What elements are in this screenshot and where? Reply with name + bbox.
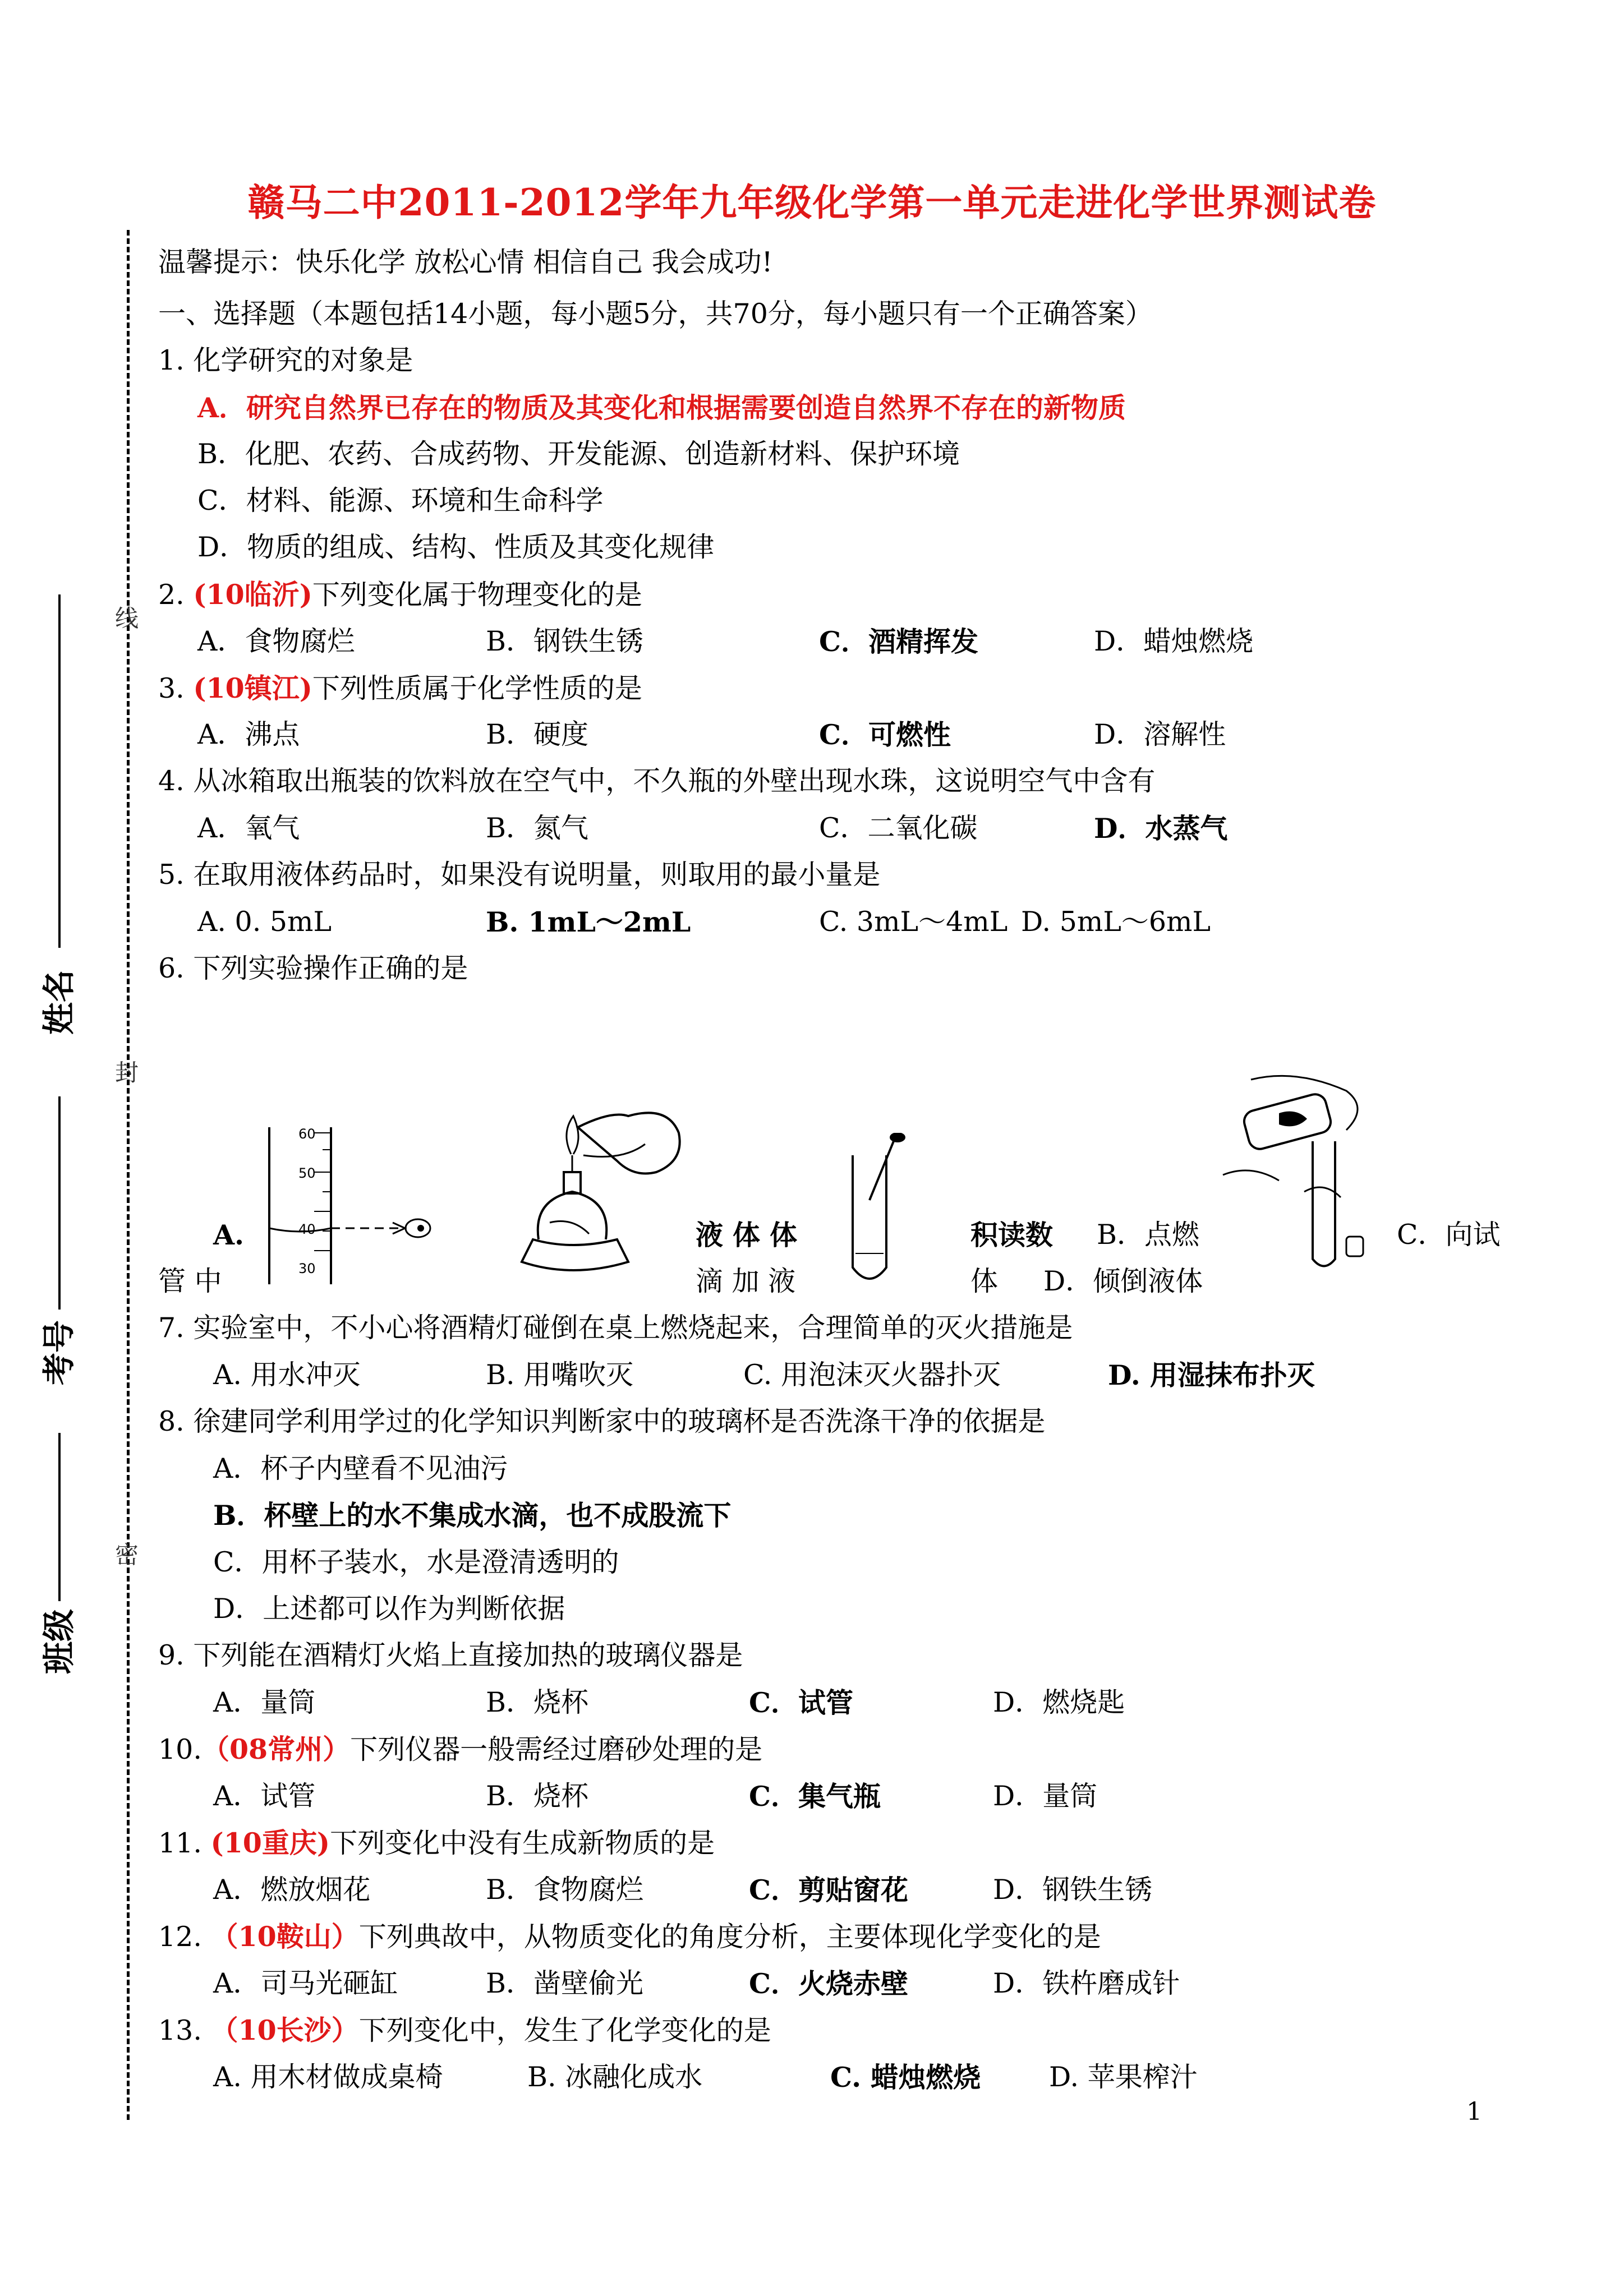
q6-stem: 6. 下列实验操作正确的是: [158, 952, 468, 984]
q12-option-c: C．火烧赤壁: [749, 1967, 908, 2000]
seal-char-mi: 密: [115, 1541, 139, 1569]
q1-option-a: A．研究自然界已存在的物质及其变化和根据需要创造自然界不存在的新物质: [197, 391, 1126, 424]
q3-source: (10镇江): [193, 672, 312, 704]
q13-option-b: B. 冰融化成水: [527, 2061, 703, 2093]
q2-source: (10临沂): [193, 578, 312, 611]
name-blank-line: [58, 594, 61, 948]
q2-num: 2.: [158, 579, 194, 611]
seal-char-feng: 封: [115, 1059, 139, 1086]
q8-option-b: B．杯壁上的水不集成水滴，也不成股流下: [213, 1499, 732, 1532]
q7-option-d: D. 用湿抹布扑灭: [1108, 1359, 1315, 1391]
q3-option-b: B．硬度: [486, 718, 589, 750]
q10-option-d: D．量筒: [993, 1780, 1098, 1812]
q8-option-c: C．用杯子装水，水是澄清透明的: [213, 1546, 619, 1578]
q13-stem: 下列变化中，发生了化学变化的是: [358, 2014, 771, 2046]
name-label: 姓名: [40, 969, 78, 1035]
q13-source: （10长沙）: [210, 2014, 359, 2046]
tip-line: 温馨提示：快乐化学 放松心情 相信自己 我会成功!: [158, 246, 773, 278]
q4-option-a: A．氧气: [197, 812, 300, 844]
tick-30: 30: [298, 1261, 316, 1276]
pouring-liquid-figure: [1206, 1068, 1391, 1276]
q13-option-d: D. 苹果榨汁: [1049, 2061, 1198, 2093]
q2-option-d: D．蜡烛燃烧: [1094, 625, 1254, 657]
q3-option-d: D．溶解性: [1094, 718, 1226, 750]
q10-option-c: C．集气瓶: [749, 1780, 881, 1813]
q13-num: 13.: [158, 2014, 211, 2046]
q10-stem: 下列仪器一般需经过磨砂处理的是: [350, 1733, 763, 1765]
q3-option-a: A．沸点: [197, 718, 300, 750]
q4-option-c: C．二氧化碳: [819, 812, 978, 844]
q10-option-b: B．烧杯: [486, 1780, 589, 1812]
q12-stem: 下列典故中，从物质变化的角度分析，主要体现化学变化的是: [358, 1921, 1101, 1953]
q2-stem-line: [158, 578, 642, 612]
q10-option-a: A．试管: [213, 1780, 316, 1812]
exam-no-label: 考号: [40, 1320, 78, 1385]
q11-source: (10重庆): [210, 1827, 330, 1859]
q9-option-a: A．量筒: [213, 1686, 316, 1718]
q5-option-a: A. 0. 5mL: [197, 906, 332, 938]
q6-reading-text: 积读数: [970, 1219, 1053, 1251]
q12-option-d: D．铁杵磨成针: [993, 1967, 1180, 1999]
q9-option-b: B．烧杯: [486, 1686, 589, 1718]
q6-option-b: B．点燃: [1097, 1219, 1200, 1251]
q11-option-a: A．燃放烟花: [213, 1874, 371, 1906]
q12-option-b: B．凿壁偷光: [486, 1967, 644, 1999]
q2-option-c: C．酒精挥发: [819, 625, 978, 658]
exam-no-blank-line: [58, 1096, 61, 1310]
q6-drop-text: 滴 加 液: [696, 1265, 796, 1297]
q12-stem-line: [158, 1920, 1101, 1954]
q8-stem: 8. 徐建同学利用学过的化学知识判断家中的玻璃杯是否洗涤干净的依据是: [158, 1405, 1046, 1437]
q12-num: 12.: [158, 1921, 211, 1953]
q13-stem-line: [158, 2013, 771, 2048]
q10-num: 10.: [158, 1733, 202, 1765]
q2-option-a: A．食物腐烂: [197, 625, 355, 657]
q7-option-a: A. 用水冲灭: [213, 1359, 361, 1391]
q11-option-b: B．食物腐烂: [486, 1874, 644, 1906]
q6-guan-text: 管 中: [158, 1265, 222, 1297]
q1-option-c: C．材料、能源、环境和生命科学: [197, 485, 604, 517]
section-heading: 一、选择题（本题包括14小题，每小题5分，共70分，每小题只有一个正确答案）: [158, 298, 1153, 330]
tick-60: 60: [298, 1126, 316, 1142]
q10-source: （08常州）: [201, 1733, 351, 1765]
q4-stem: 4. 从冰箱取出瓶装的饮料放在空气中，不久瓶的外壁出现水珠，这说明空气中含有: [158, 765, 1156, 797]
q1-stem: 1. 化学研究的对象是: [158, 344, 413, 376]
q3-num: 3.: [158, 672, 194, 704]
binding-dashed-line: [127, 230, 130, 2120]
q9-stem: 9. 下列能在酒精灯火焰上直接加热的玻璃仪器是: [158, 1639, 743, 1671]
q13-option-a: A. 用木材做成桌椅: [213, 2061, 443, 2093]
q11-stem: 下列变化中没有生成新物质的是: [330, 1827, 715, 1859]
q11-option-c: C．剪贴窗花: [749, 1874, 908, 1906]
q3-stem-line: [158, 671, 642, 706]
q8-option-d: D．上述都可以作为判断依据: [213, 1593, 565, 1625]
q13-option-c: C. 蜡烛燃烧: [830, 2061, 981, 2094]
q6-option-c: C．向试: [1397, 1219, 1501, 1251]
q7-option-b: B. 用嘴吹灭: [486, 1359, 634, 1391]
q10-stem-line: [158, 1732, 762, 1767]
q1-option-b: B．化肥、农药、合成药物、开发能源、创造新材料、保护环境: [197, 438, 960, 470]
q6-ti-text: 体: [970, 1265, 999, 1297]
q3-option-c: C．可燃性: [819, 718, 951, 751]
q6-option-d: D．倾倒液体: [1043, 1265, 1203, 1297]
alcohol-lamp-figure: [510, 1094, 696, 1279]
q11-num: 11.: [158, 1827, 211, 1859]
q12-option-a: A．司马光砸缸: [213, 1967, 398, 1999]
q12-source: （10鞍山）: [210, 1920, 359, 1953]
tick-50: 50: [298, 1165, 316, 1181]
q11-stem-line: [158, 1826, 715, 1860]
q6-liquid-volume-text: 液 体 体: [696, 1219, 798, 1251]
tick-40: 40: [298, 1221, 316, 1237]
q3-stem: 下列性质属于化学性质的是: [312, 672, 642, 704]
q5-option-d: D. 5mL～6mL: [1021, 906, 1211, 938]
q5-option-b: B. 1mL～2mL: [486, 906, 691, 938]
dropper-test-tube-figure: [841, 1133, 920, 1290]
q4-option-b: B．氮气: [486, 812, 589, 844]
class-label: 班级: [40, 1608, 78, 1674]
q7-option-c: C. 用泡沫灭火器扑灭: [743, 1359, 1001, 1391]
q11-option-d: D．钢铁生锈: [993, 1874, 1153, 1906]
q4-option-d: D．水蒸气: [1094, 812, 1228, 845]
class-blank-line: [58, 1433, 61, 1601]
page-title: 赣马二中2011-2012学年九年级化学第一单元走进化学世界测试卷: [247, 181, 1377, 224]
page-number: 1: [1466, 2097, 1482, 2126]
q1-option-d: D．物质的组成、结构、性质及其变化规律: [197, 531, 715, 563]
q9-option-c: C．试管: [749, 1686, 853, 1719]
q9-option-d: D．燃烧匙: [993, 1686, 1125, 1718]
q8-option-a: A．杯子内壁看不见油污: [213, 1453, 508, 1484]
q2-option-b: B．钢铁生锈: [486, 625, 644, 657]
q2-stem: 下列变化属于物理变化的是: [312, 579, 642, 611]
measuring-cylinder-figure: [247, 1116, 438, 1284]
q6-option-a-letter: A.: [213, 1219, 245, 1251]
q5-option-c: C. 3mL～4mL: [819, 906, 1008, 938]
q7-stem: 7. 实验室中，不小心将酒精灯碰倒在桌上燃烧起来，合理简单的灭火措施是: [158, 1312, 1073, 1344]
q5-stem: 5. 在取用液体药品时，如果没有说明量，则取用的最小量是: [158, 859, 881, 891]
seal-char-line: 线: [115, 605, 139, 632]
